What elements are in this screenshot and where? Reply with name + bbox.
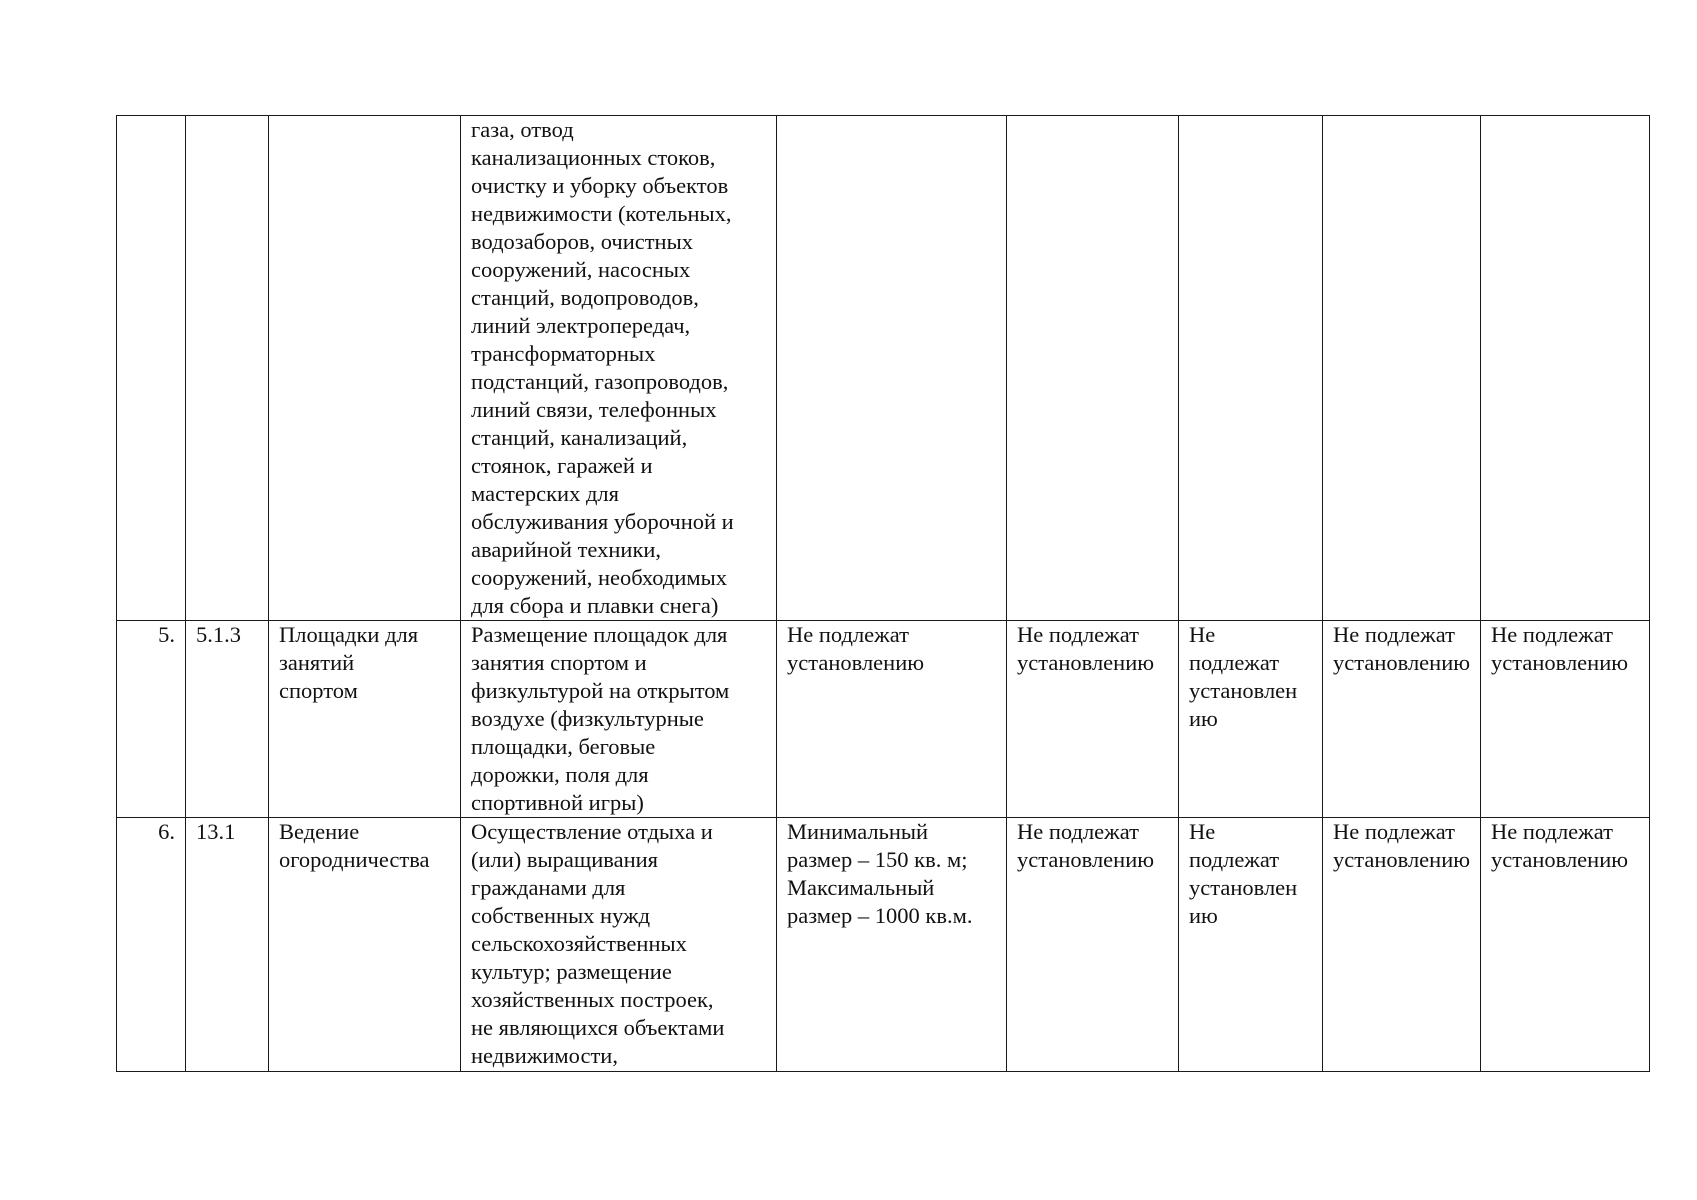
- table-row: [117, 621, 1650, 818]
- cell-row-number: [117, 116, 186, 621]
- cell-param-6: Не подлежат установлению: [1007, 818, 1179, 1072]
- cell-use-code: 5.1.3: [186, 621, 269, 818]
- cell-use-name: Ведение огородничества: [269, 818, 461, 1072]
- cell-plot-size: [777, 116, 1007, 621]
- cell-plot-size: Не подлежат установлению: [777, 621, 1007, 818]
- cell-param-7: Не подлежат установлен ию: [1179, 621, 1323, 818]
- cell-use-code: [186, 116, 269, 621]
- cell-plot-size: Минимальный размер – 150 кв. м; Максимальный размер – 1000 кв.м.: [777, 818, 1007, 1072]
- cell-row-number: 6.: [117, 818, 186, 1072]
- cell-use-description: Осуществление отдыха и (или) выращивания гражданами для собственных нужд сельскохозяйственных культур; размещение хозяйственных построек, не являющихся объектами недвижимости,: [461, 818, 777, 1072]
- cell-use-description: газа, отвод канализационных стоков, очистку и уборку объектов недвижимости (котельных, водозаборов, очистных сооружений, насосных станций, водопроводов, линий электропередач, трансформаторных подстанций, газопроводов, линий связи, телефонных станций, канализаций, стоянок, гаражей и мастерских для обслуживания уборочной и аварийной техники, сооружений, необходимых для сбора и плавки снега): [461, 116, 777, 621]
- cell-param-7: Не подлежат установлен ию: [1179, 818, 1323, 1072]
- cell-param-9: Не подлежат установлению: [1481, 818, 1650, 1072]
- cell-param-7: [1179, 116, 1323, 621]
- cell-param-6: [1007, 116, 1179, 621]
- cell-param-8: [1323, 116, 1481, 621]
- cell-use-name: Площадки для занятий спортом: [269, 621, 461, 818]
- cell-row-number: 5.: [117, 621, 186, 818]
- cell-use-description: Размещение площадок для занятия спортом и физкультурой на открытом воздухе (физкультурные площадки, беговые дорожки, поля для спортивной игры): [461, 621, 777, 818]
- table-row: [117, 818, 1650, 1072]
- cell-use-name: [269, 116, 461, 621]
- cell-param-9: Не подлежат установлению: [1481, 621, 1650, 818]
- cell-use-code: 13.1: [186, 818, 269, 1072]
- table-row: [117, 116, 1650, 621]
- cell-param-8: Не подлежат установлению: [1323, 621, 1481, 818]
- cell-param-9: [1481, 116, 1650, 621]
- zoning-regulations-table: [116, 115, 1650, 1072]
- cell-param-6: Не подлежат установлению: [1007, 621, 1179, 818]
- cell-param-8: Не подлежат установлению: [1323, 818, 1481, 1072]
